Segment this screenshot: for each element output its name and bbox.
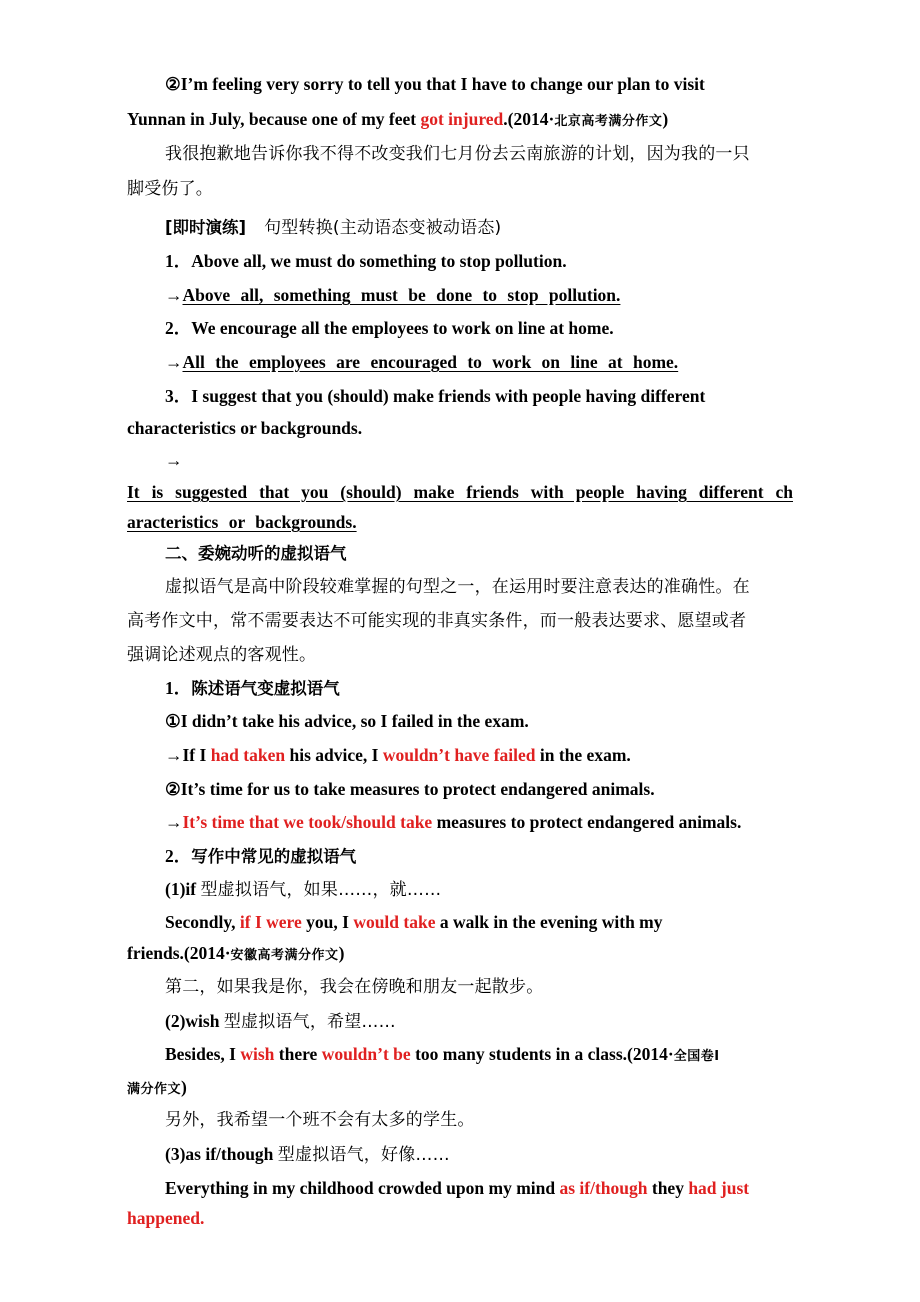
practice-item-3-line1: 3．I suggest that you (should) make friends with people having different: [165, 386, 706, 406]
sub2-item-2-heading: (2)wish 型虚拟语气，希望……: [165, 1011, 396, 1032]
sub2-item-3-heading: (3)as if/though 型虚拟语气，好像……: [165, 1144, 450, 1165]
practice-heading: [即时演练] 句型转换(主动语态变被动语态): [165, 218, 502, 238]
practice-item-2: 2．We encourage all the employees to work on line at home.: [165, 318, 614, 338]
sub2-item-1-heading: (1)if 型虚拟语气，如果……，就……: [165, 879, 442, 900]
practice-item-1: 1．Above all, we must do something to stop pollution.: [165, 251, 567, 271]
sub2-item-2-example-line1: Besides, I wish there wouldn’t be too many students in a class.(2014·全国卷Ⅰ: [165, 1044, 720, 1064]
example-2-cn-line1: 我很抱歉地告诉你我不得不改变我们七月份去云南旅游的计划，因为我的一只: [165, 144, 750, 164]
sub1-example-1-rewrite: →If I had taken his advice, I wouldn’t have failed in the exam.: [165, 745, 631, 765]
sub1-example-1: ①I didn’t take his advice, so I failed in the exam.: [165, 711, 529, 731]
example-2-en-line1: ②I’m feeling very sorry to tell you that I have to change our plan to visit: [165, 74, 705, 94]
sub1-example-2: ②It’s time for us to take measures to protect endangered animals.: [165, 779, 655, 799]
sub2-item-1-translation: 第二，如果我是你，我会在傍晚和朋友一起散步。: [165, 977, 544, 997]
practice-answer-3-line2: aracteristics or backgrounds.: [127, 512, 357, 532]
sub2-item-3-example-line2: happened.: [127, 1208, 205, 1228]
sub2-item-1-example-line2: friends.(2014·安徽高考满分作文): [127, 943, 345, 963]
practice-answer-2: →All the employees are encouraged to work on line at home.: [165, 352, 679, 372]
practice-answer-3-arrow: →: [165, 450, 183, 470]
example-2-en-line2: Yunnan in July, because one of my feet got injured.(2014·北京高考满分作文): [127, 109, 669, 129]
sub1-example-2-rewrite: →It’s time that we took/should take measures to protect endangered animals.: [165, 812, 742, 832]
subsection-2-heading: 2．写作中常见的虚拟语气: [165, 846, 357, 866]
practice-answer-1: →Above all, something must be done to stop pollution.: [165, 285, 621, 305]
sub2-item-2-translation: 另外，我希望一个班不会有太多的学生。: [165, 1110, 475, 1130]
example-2-cn-line2: 脚受伤了。: [127, 179, 213, 199]
subsection-1-heading: 1．陈述语气变虚拟语气: [165, 678, 340, 698]
section-2-intro-line3: 强调论述观点的客观性。: [127, 645, 317, 665]
section-2-intro-line2: 高考作文中，常不需要表达不可能实现的非真实条件，而一般表达要求、愿望或者: [127, 611, 747, 631]
sub2-item-3-example-line1: Everything in my childhood crowded upon my mind as if/though they had just: [165, 1178, 750, 1198]
sub2-item-2-example-line2: 满分作文): [127, 1077, 187, 1097]
section-2-intro-line1: 虚拟语气是高中阶段较难掌握的句型之一，在运用时要注意表达的准确性。在: [165, 577, 750, 597]
practice-answer-3-line1: It is suggested that you (should) make friends with people having different ch: [127, 482, 793, 502]
practice-item-3-line2: characteristics or backgrounds.: [127, 418, 363, 438]
sub2-item-1-example-line1: Secondly, if I were you, I would take a walk in the evening with my: [165, 912, 663, 932]
section-2-heading: 二、委婉动听的虚拟语气: [165, 544, 347, 563]
